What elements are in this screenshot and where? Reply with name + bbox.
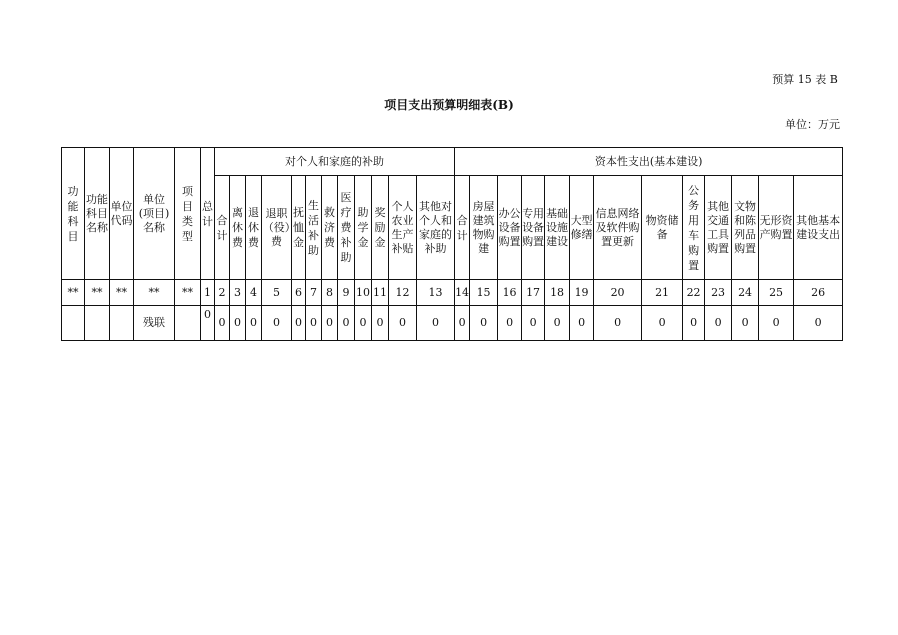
table-cell: 11 — [372, 280, 389, 306]
col-header-function-code: 功能科目 — [62, 148, 85, 280]
col-header: 救济费 — [322, 176, 338, 280]
unit-label: 单位：万元 — [785, 118, 840, 131]
table-cell: 6 — [292, 280, 306, 306]
table-cell-total — [201, 306, 215, 341]
col-header: 生活补助 — [306, 176, 322, 280]
table-cell: 0 — [498, 306, 522, 341]
table-cell: 0 — [322, 306, 338, 341]
page-title: 项目支出预算明细表(B) — [384, 98, 514, 112]
col-header: 物资储备 — [642, 176, 683, 280]
table-cell: ** — [62, 280, 85, 306]
table-number: 预算 15 表 B — [772, 73, 838, 86]
table-cell: ** — [85, 280, 110, 306]
col-header: 基础设施建设 — [545, 176, 570, 280]
table-cell: 25 — [759, 280, 794, 306]
col-header: 合计 — [455, 176, 470, 280]
col-header-unit-name: 单位 (项目) 名称 — [134, 148, 175, 280]
table-cell-unit-name: 残联 — [134, 306, 175, 341]
table-cell: 23 — [705, 280, 732, 306]
table-cell: 0 — [215, 306, 230, 341]
col-header: 公务用车购置 — [683, 176, 705, 280]
table-cell: 18 — [545, 280, 570, 306]
table-cell: 7 — [306, 280, 322, 306]
table-cell: 0 — [306, 306, 322, 341]
col-header: 其他交通工具购置 — [705, 176, 732, 280]
table-cell: 22 — [683, 280, 705, 306]
table-cell: 1 — [201, 280, 215, 306]
col-header: 其他对个人和家庭的补助 — [417, 176, 455, 280]
table-cell — [175, 306, 201, 341]
table-cell: ** — [110, 280, 134, 306]
table-cell: 0 — [292, 306, 306, 341]
table-cell: 0 — [642, 306, 683, 341]
table-cell: 14 — [455, 280, 470, 306]
table-cell: 2 — [215, 280, 230, 306]
table-cell: 0 — [372, 306, 389, 341]
col-header: 医疗费补助 — [338, 176, 355, 280]
col-header: 大型修缮 — [570, 176, 594, 280]
table-row-codes — [62, 280, 843, 306]
table-cell: 0 — [522, 306, 545, 341]
col-header: 房屋建筑物购建 — [470, 176, 498, 280]
table-cell: 0 — [683, 306, 705, 341]
table-cell: 0 — [794, 306, 843, 341]
total-value: 0 — [204, 308, 211, 321]
col-header: 其他基本建设支出 — [794, 176, 843, 280]
group-header-personal: 对个人和家庭的补助 — [215, 148, 455, 176]
table-cell — [110, 306, 134, 341]
col-header: 个人农业生产补贴 — [389, 176, 417, 280]
table-cell: 5 — [262, 280, 292, 306]
col-header: 信息网络及软件购置更新 — [594, 176, 642, 280]
table-cell: 13 — [417, 280, 455, 306]
table-cell: 0 — [455, 306, 470, 341]
table-cell: 0 — [594, 306, 642, 341]
col-header: 无形资产购置 — [759, 176, 794, 280]
col-header: 合计 — [215, 176, 230, 280]
table-cell: 0 — [355, 306, 372, 341]
table-cell: 12 — [389, 280, 417, 306]
table-cell: 0 — [246, 306, 262, 341]
col-header-function-name: 功能科目名称 — [85, 148, 110, 280]
table-cell: 4 — [246, 280, 262, 306]
col-header: 文物和陈列品购置 — [732, 176, 759, 280]
col-header: 办公设备购置 — [498, 176, 522, 280]
col-header-project-type: 项目类型 — [175, 148, 201, 280]
table-cell: 0 — [389, 306, 417, 341]
col-header: 奖励金 — [372, 176, 389, 280]
table-cell: 0 — [759, 306, 794, 341]
table-cell: 0 — [230, 306, 246, 341]
table-cell: 0 — [705, 306, 732, 341]
budget-table — [61, 147, 843, 341]
col-header: 退职（役）费 — [262, 176, 292, 280]
col-header-total: 总计 — [201, 148, 215, 280]
table-cell — [85, 306, 110, 341]
group-header-capital: 资本性支出(基本建设) — [455, 148, 843, 176]
col-header: 退休费 — [246, 176, 262, 280]
table-cell: 0 — [338, 306, 355, 341]
table-cell: 15 — [470, 280, 498, 306]
table-cell: ** — [175, 280, 201, 306]
col-header: 离休费 — [230, 176, 246, 280]
table-cell: 8 — [322, 280, 338, 306]
header-row-groups — [62, 148, 843, 176]
col-header: 抚恤金 — [292, 176, 306, 280]
table-cell: 10 — [355, 280, 372, 306]
table-cell: 16 — [498, 280, 522, 306]
table-cell: 17 — [522, 280, 545, 306]
table-cell: 0 — [545, 306, 570, 341]
table-cell: 24 — [732, 280, 759, 306]
table-cell: 26 — [794, 280, 843, 306]
table-cell: 19 — [570, 280, 594, 306]
table-cell: ** — [134, 280, 175, 306]
col-header: 专用设备购置 — [522, 176, 545, 280]
col-header-unit-code: 单位代码 — [110, 148, 134, 280]
table-cell: 0 — [570, 306, 594, 341]
table-cell: 0 — [732, 306, 759, 341]
table-cell: 21 — [642, 280, 683, 306]
table-cell: 0 — [262, 306, 292, 341]
table-cell: 9 — [338, 280, 355, 306]
table-row-data — [62, 306, 843, 341]
table-cell — [62, 306, 85, 341]
table-cell: 0 — [470, 306, 498, 341]
table-cell: 3 — [230, 280, 246, 306]
table-cell: 0 — [417, 306, 455, 341]
col-header: 助学金 — [355, 176, 372, 280]
table-cell: 20 — [594, 280, 642, 306]
